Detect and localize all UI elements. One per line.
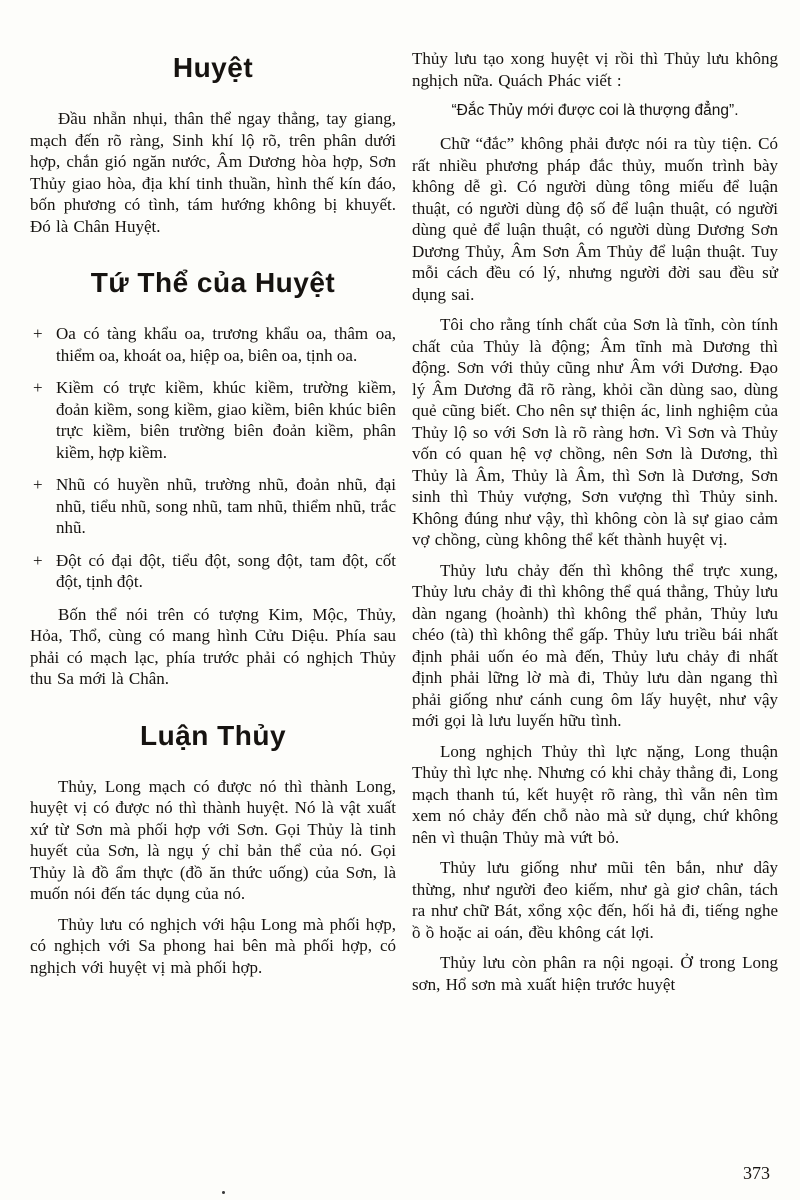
bullet-item-oa	[30, 323, 396, 366]
bullet-text: Oa có tàng khẩu oa, trương khẩu oa, thâm oa, thiểm oa, khoát oa, hiệp oa, biên oa, tịnh oa.	[56, 324, 396, 365]
plus-bullet-icon: +	[33, 378, 43, 397]
paragraph-luan-thuy-2: Thủy lưu có nghịch với hậu Long mà phối hợp, có nghịch với Sa phong hai bên mà phối hợp, có nghịch với huyệt vị mà phối hợp.	[30, 914, 396, 977]
bullet-item-nhu	[30, 474, 396, 539]
section-title-tu-the: Tứ Thể của Huyệt	[90, 267, 336, 298]
bullet-text: Kiềm có trực kiềm, khúc kiềm, trường kiềm, đoản kiềm, song kiềm, giao kiềm, biên khúc biên trực kiềm, biên trường biên đoản kiềm, phân kiềm, hợp kiềm.	[56, 378, 396, 462]
plus-bullet-icon: +	[33, 475, 43, 494]
page-number: 373	[743, 1163, 770, 1183]
right-column	[412, 48, 778, 1004]
paragraph-long-nghich: Long nghịch Thủy thì lực nặng, Long thuận Thủy thì lực nhẹ. Nhưng có khi chảy thẳng đi, Long mạch thanh tú, kết huyệt rõ ràng, thì vẫn nên tìm xem nó chảy đến chỗ nào mà sử dụng, chứ không nên vì thuận Thủy mà vứt bỏ.	[412, 741, 778, 847]
bullet-text: Nhũ có huyền nhũ, trường nhũ, đoản nhũ, đại nhũ, tiểu nhũ, song nhũ, tam nhũ, thiểm nhũ, trắc nhũ.	[56, 475, 396, 537]
bullet-item-dot	[30, 550, 396, 593]
section-title-luan-thuy: Luận Thủy	[139, 719, 287, 751]
bullet-list-tu-the	[30, 323, 396, 593]
left-column	[30, 48, 396, 1004]
paragraph-noi-ngoai: Thủy lưu còn phân ra nội ngoại. Ở trong Long sơn, Hổ sơn mà xuất hiện trước huyệt	[412, 953, 778, 994]
paragraph-luan-thuy-1: Thủy, Long mạch có được nó thì thành Long, huyệt vị có được nó thì thành huyệt. Nó là vật xuất xứ từ Sơn mà phối hợp với Sơn. Gọi Thủy là tinh huyết của Sơn, là ngụ ý chỉ bản thể của nó. Gọi Thủy là đồ ẩm thực (đồ ăn thức uống) của Sơn, là muốn nói đến tác dụng của nó.	[30, 776, 396, 903]
bullet-item-kiem	[30, 377, 396, 463]
paragraph-intro: Thủy lưu tạo xong huyệt vị rồi thì Thủy lưu không nghịch nữa. Quách Phác viết :	[412, 49, 778, 90]
paragraph-toi-cho-rang: Tôi cho rằng tính chất của Sơn là tĩnh, còn tính chất của Thủy là động; Âm tĩnh mà Dương thì động. Sơn với thủy cũng như Âm với Dương. Đạo lý Âm Dương đã rõ ràng, khỏi cần dùng sao, dùng quẻ cũng biết. Cho nên sự thiện ác, linh nghiệm của Thủy lộ so với Sơn là rõ ràng hơn. Vì Sơn và Thủy vốn có quan hệ vợ chồng, nên Sơn là Dương, thì Thủy là Âm, Thủy là Âm, thì Sơn là Dương, Sơn sinh thì Thủy vượng, Sơn vượng thì Thủy sinh. Không đúng như vậy, thì không còn là sự giao cảm vợ chồng, cùng không thể kết thành huyệt vị.	[412, 315, 778, 549]
plus-bullet-icon: +	[33, 324, 43, 343]
plus-bullet-icon: +	[33, 550, 43, 570]
quote-quach-phac: “Đắc Thủy mới được coi là thượng đẳng”.	[451, 102, 739, 119]
two-column-layout	[30, 48, 778, 1004]
bullet-text: Đột có đại đột, tiểu đột, song đột, tam đột, cốt đột, tịnh đột.	[56, 550, 396, 591]
paragraph-mui-ten: Thủy lưu giống như mũi tên bắn, như dây thừng, như người đeo kiếm, như gà giơ chân, tách ra như chữ Bát, xổng xộc đến, hối hả đi, tiếng nghe ồ ồ hoặc ai oán, đều không cát lợi.	[412, 858, 778, 942]
scan-artifact-dot	[222, 1191, 225, 1194]
paragraph-huyet: Đầu nhẵn nhụi, thân thể ngay thẳng, tay giang, mạch đến rõ ràng, Sinh khí lộ rõ, trên phân dưới hợp, chắn gió ngăn nước, Âm Dương hòa hợp, Sơn Thủy giao hòa, địa khí tinh thuần, hình thế kín đáo, bốn phương có tình, tám hướng không bị khuyết. Đó là Chân Huyệt.	[30, 109, 396, 236]
section-title-huyet: Huyệt	[172, 52, 254, 83]
paragraph-dac: Chữ “đắc” không phải được nói ra tùy tiện. Có rất nhiều phương pháp đắc thủy, muốn trình bày không dễ gì. Có người dùng tông miếu để luận thuật, có người dùng độ số để luận thuật, có người dùng quẻ để luận thuật, có người dùng Dương Sơn Dương Thủy, Âm Sơn Âm Thủy để luận thuật. Tuy mỗi cách đều có lý, nhưng người đời sau đều sử dụng sai.	[412, 134, 778, 304]
paragraph-thuy-luu-chay: Thủy lưu chảy đến thì không thể trực xung, Thủy lưu chảy đi thì không thể quá thẳng, Thủy lưu dàn ngang (hoành) thì không thể phản, Thủy lưu chéo (tà) thì không thể gấp. Thủy lưu triều bái nhất định phải uốn éo mà đến, Thủy lưu chảy đi nhất định phải lững lờ mà đi, Thủy lưu dàn ngang thì phải giống như cánh cung ôm lấy huyệt, như vậy mới gọi là lưu luyến hữu tình.	[412, 560, 778, 730]
paragraph-bon-the: Bốn thể nói trên có tượng Kim, Mộc, Thủy, Hỏa, Thổ, cùng có mang hình Cửu Diệu. Phía sau phải có mạch lạc, phía trước phải có nghịch Thủy thu Sa mới là Chân.	[30, 604, 396, 688]
